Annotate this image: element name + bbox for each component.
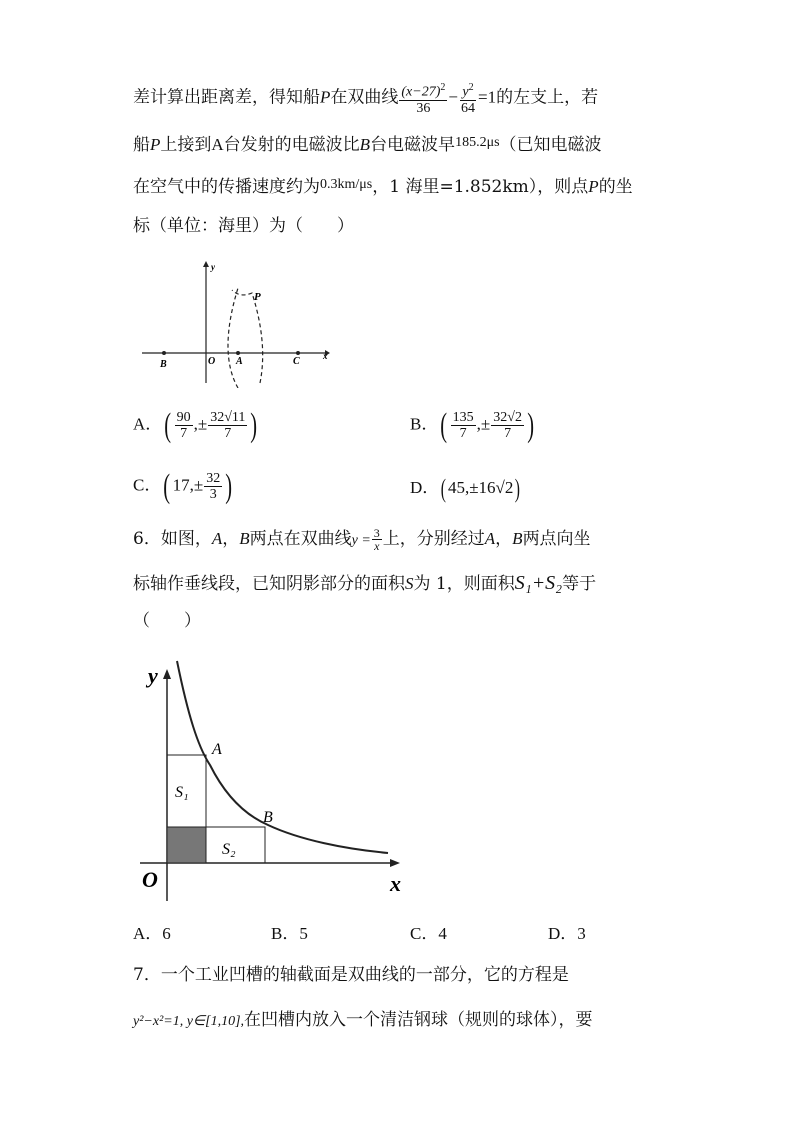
time-value: 185.2μs — [455, 135, 500, 150]
shaded-region — [167, 827, 206, 863]
label-p: P — [254, 291, 261, 303]
q6-line-2: 标轴作垂线段，已知阴影部分的面积S为 1，则面积S₁+S₂等于 — [133, 572, 597, 594]
point-a — [236, 351, 240, 355]
y-axis-arrow — [203, 261, 209, 267]
y-axis-arrow — [163, 669, 171, 679]
label-a: A — [212, 741, 222, 758]
label-o: O — [208, 356, 216, 367]
label-y: y — [211, 262, 215, 272]
label-b: B — [263, 809, 273, 826]
label-o: O — [142, 867, 158, 892]
q6-line-1: 6．如图，A，B两点在双曲线y = $\frac{3}{x}$ 上，分别经过A，B两点向坐 — [133, 526, 591, 553]
q5-option-c[interactable]: C．( 17,± $\frac{32}{3}$ ) — [133, 467, 233, 505]
q6-option-d[interactable]: D．3 — [548, 924, 586, 943]
q5-hyperbola-figure — [140, 258, 340, 388]
q7-equation: y²−x²=1, y∈[1,10], — [133, 1014, 245, 1029]
speed-value: 0.3km/μs — [320, 177, 373, 192]
point-c — [296, 351, 300, 355]
point-b — [162, 351, 166, 355]
q5-option-d[interactable]: D．( 45,±16√2) — [410, 474, 521, 504]
hyperbola-right-branch — [232, 290, 263, 383]
q6-hyperbola-figure — [130, 655, 420, 905]
q5-line-4: 标（单位：海里）为（ ） — [133, 216, 354, 236]
q6-option-a[interactable]: A．6 — [133, 924, 171, 943]
q6-line-3: （ ） — [133, 611, 201, 631]
q5-option-a[interactable]: A．( $\frac{90}{7}$ ,± $\frac{32√11}{7}$ ) — [133, 406, 258, 444]
x-axis-arrow — [390, 859, 400, 867]
label-b: B — [160, 359, 167, 370]
q6-option-c[interactable]: C．4 — [410, 924, 447, 943]
q6-option-b[interactable]: B．5 — [271, 924, 308, 943]
label-c: C — [293, 356, 300, 367]
q5-line-3: 在空气中的传播速度约为$^{0.3km/\mu s}$，1 海里=1.852km），则点P的坐 — [133, 177, 633, 197]
curve-y-3-over-x — [177, 661, 388, 853]
q5-option-b[interactable]: B．( $\frac{135}{7}$ ,± $\frac{32√2}{7}$ ) — [410, 406, 535, 444]
q7-line-2: y²−x²=1, y∈[1,10],在凹槽内放入一个清洁钢球（规则的球体），要 — [133, 1010, 593, 1030]
label-x: x — [390, 871, 401, 896]
q7-line-1: 7．一个工业凹槽的轴截面是双曲线的一部分，它的方程是 — [133, 965, 569, 985]
hyperbola-term-1: $\frac{(x-27)^2}{36}$ — [401, 82, 446, 116]
label-a: A — [236, 356, 243, 367]
q5-line-1: 差计算出距离差，得知船P在双曲线 $\frac{(x-27)^2}{36}$ − $\frac{y^2}{64}$ =1的左支上，若 — [133, 82, 599, 116]
q5-line-2: 船P上接到A台发射的电磁波比B台电磁波早$^{185.2\mu s}$（已知电磁波 — [133, 135, 602, 155]
label-s2: S₂ — [222, 841, 236, 858]
hyperbola-left-branch — [228, 288, 238, 388]
hyperbola-term-2: $\frac{y^2}{64}$ — [460, 82, 475, 116]
label-y: y — [148, 663, 158, 688]
label-x: x — [323, 351, 328, 361]
point-p: P — [320, 87, 331, 107]
label-s1: S₁ — [175, 784, 189, 801]
